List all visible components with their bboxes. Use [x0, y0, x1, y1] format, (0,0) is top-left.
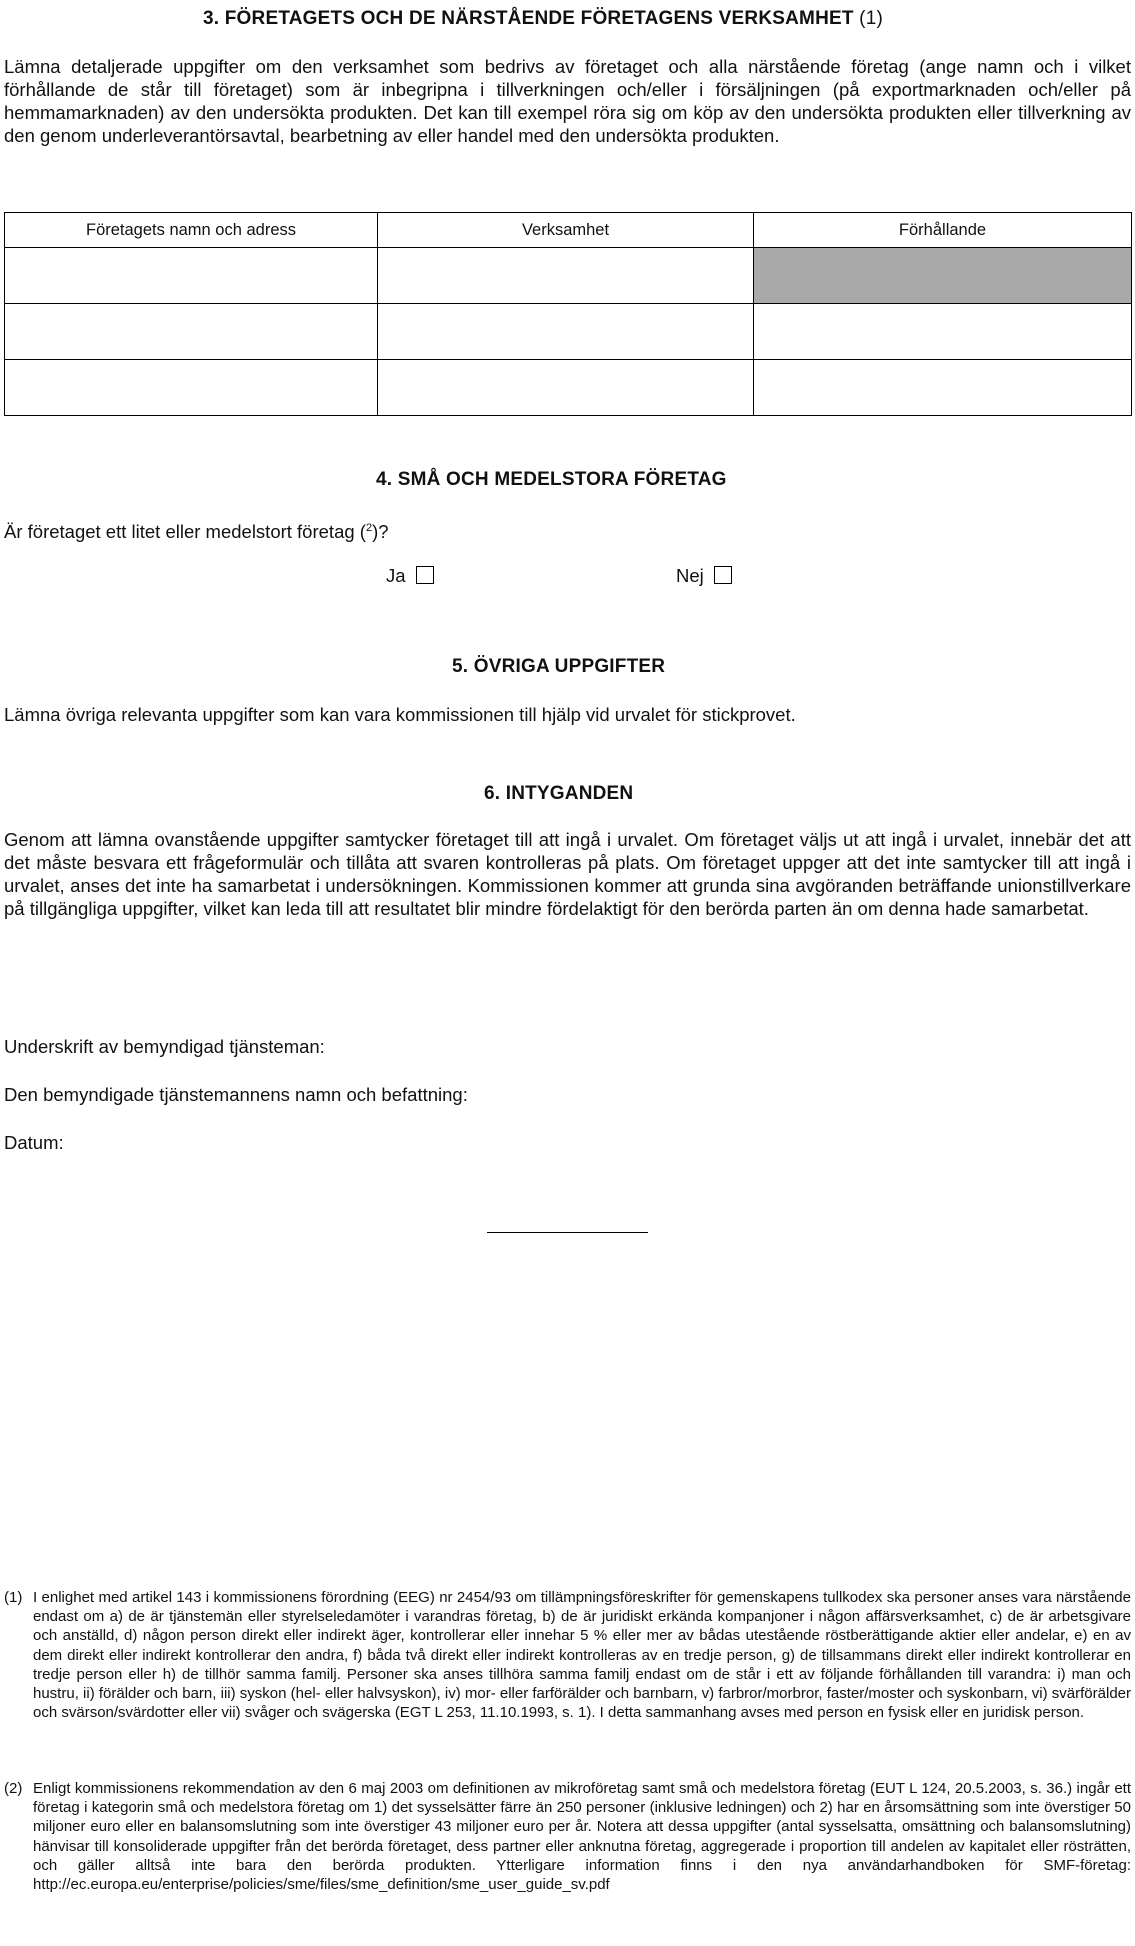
sme-question-suffix: )?	[372, 521, 389, 543]
section3-heading	[203, 8, 883, 30]
yes-checkbox[interactable]	[416, 566, 434, 584]
table-cell-input[interactable]	[754, 360, 1132, 416]
footnote-1	[4, 1588, 1131, 1722]
table-cell-input[interactable]	[378, 248, 754, 304]
footnote-2-mark: (2)	[4, 1780, 23, 1797]
section4-heading: 4. SMÅ OCH MEDELSTORA FÖRETAG	[376, 469, 727, 490]
table-header-row	[5, 213, 1132, 248]
option-no[interactable]	[676, 565, 732, 587]
section3-title: FÖRETAGETS OCH DE NÄRSTÅENDE FÖRETAGENS VERKSAMHET	[224, 8, 854, 29]
table-row	[5, 360, 1132, 416]
section5-text: Lämna övriga relevanta uppgifter som kan vara kommissionen till hjälp vid urvalet för stickprovet.	[4, 704, 796, 725]
column-header-relationship: Förhållande	[754, 213, 1132, 248]
section3-title-ref: (1)	[859, 8, 883, 29]
column-header-activity: Verksamhet	[378, 213, 754, 248]
sme-question-prefix: Är företaget ett litet eller medelstort företag (	[4, 521, 366, 543]
table-row	[5, 248, 1132, 304]
column-header-name-address: Företagets namn och adress	[5, 213, 378, 248]
signature-label: Underskrift av bemyndigad tjänsteman:	[4, 1036, 325, 1057]
table-cell-input[interactable]	[5, 248, 378, 304]
sme-question-ref: 2	[365, 522, 373, 534]
section3-intro: Lämna detaljerade uppgifter om den verksamhet som bedrivs av företaget och alla närstående företag (ange namn och i vilket förhållande de står till företaget) som är inbegripna i tillverkningen och/eller i försäljningen (på exportmarknaden och/eller på hemmamarknaden) av den undersökta produkten. Det kan till exempel röra sig om köp av den undersökta produkten eller tillverkning av den genom underleverantörsavtal, bearbetning av eller handel med den undersökta produkten.	[4, 56, 1131, 146]
table-cell-input[interactable]	[5, 360, 378, 416]
sme-question	[4, 517, 704, 543]
table-cell-input[interactable]	[378, 304, 754, 360]
date-label: Datum:	[4, 1132, 64, 1153]
no-checkbox[interactable]	[714, 566, 732, 584]
section3-number: 3.	[203, 8, 220, 29]
section6-heading: 6. INTYGANDEN	[484, 783, 634, 804]
footnote-2	[4, 1779, 1131, 1894]
footnote-1-text: I enlighet med artikel 143 i kommissionens förordning (EEG) nr 2454/93 om tillämpningsföreskrifter för gemenskapens tullkodex ska personer anses vara närstående endast om a) de är tjänstemän eller styrelseledamöter i varandras företag, b) de är juridiskt erkända kompanjoner i någon affärsverksamhet, c) de är arbetsgivare och anställd, d) någon person direkt eller indirekt äger, kontrollerar eller innehar 5 % eller mer av bådas utestående röstberättigande aktier eller andelar, e) en av dem direkt eller indirekt kontrollerar den andra, f) båda två direkt eller indirekt kontrolleras av en tredje person, g) de tillsammans direkt eller indirekt kontrollerar en tredje person eller h) de tillhör samma familj. Personer ska anses tillhöra samma familj endast om de står i ett av följande förhållanden till varandra: i) man och hustru, ii) förälder och barn, iii) syskon (hel- eller halvsyskon), iv) mor- eller farförälder och barnbarn, v) farbror/morbror, faster/moster och syskonbarn, vi) svärförälder och svärson/svärdotter eller vii) svåger och svägerska (EGT L 253, 11.10.1993, s. 1). I detta sammanhang avses med person en fysisk eller en juridisk person.	[33, 1589, 1131, 1722]
footnote-2-text: Enligt kommissionens rekommendation av den 6 maj 2003 om definitionen av mikroföretag samt små och medelstora företag (EUT L 124, 20.5.2003, s. 36.) ingår ett företag i kategorin små och medelstora företag om 1) det sysselsätter färre än 250 personer (inklusive ledningen) och 2) har en årsomsättning som inte överstiger 50 miljoner euro eller en balansomslutning som inte överstiger 43 miljoner euro per år. Notera att dessa uppgifter (antal sysselsatta, omsättning och balansomslutning) hänvisar till konsoliderade uppgifter från det berörda företaget, dess partner eller anknutna företag, aggregerade i proportion till andelen av kapitalet eller rösträtten, och gäller alltså inte bara den berörda produkten. Ytterligare information finns i den nya användarhandboken för SMF-företag: http://ec.europa.eu/enterprise/policies/sme/files/sme_definition/sme_user_guide_sv.pdf	[33, 1780, 1131, 1894]
table-row	[5, 304, 1132, 360]
table-cell-input[interactable]	[378, 360, 754, 416]
table-cell-input[interactable]	[754, 304, 1132, 360]
footnote-separator	[487, 1232, 648, 1233]
official-name-label: Den bemyndigade tjänstemannens namn och befattning:	[4, 1084, 468, 1105]
table-cell-shaded	[754, 248, 1132, 304]
related-companies-table	[4, 212, 1132, 416]
option-no-label: Nej	[676, 565, 704, 586]
footnote-1-mark: (1)	[4, 1589, 23, 1606]
option-yes-label: Ja	[386, 565, 406, 586]
table-cell-input[interactable]	[5, 304, 378, 360]
section6-text: Genom att lämna ovanstående uppgifter samtycker företaget till att ingå i urvalet. Om företaget väljs ut att ingå i urvalet, innebär det att det måste besvara ett frågeformulär och tillåta att svaren kontrolleras på plats. Om företaget uppger att det inte samtycker till att ingå i urvalet, anses det inte ha samarbetat i undersökningen. Kommissionen kommer att grunda sina avgöranden beträffande unionstillverkare på tillgängliga uppgifter, vilket kan leda till att resultatet blir mindre fördelaktigt för den berörda parten än om denna hade samarbetat.	[4, 829, 1131, 919]
option-yes[interactable]	[386, 565, 434, 587]
section5-heading: 5. ÖVRIGA UPPGIFTER	[452, 656, 666, 677]
